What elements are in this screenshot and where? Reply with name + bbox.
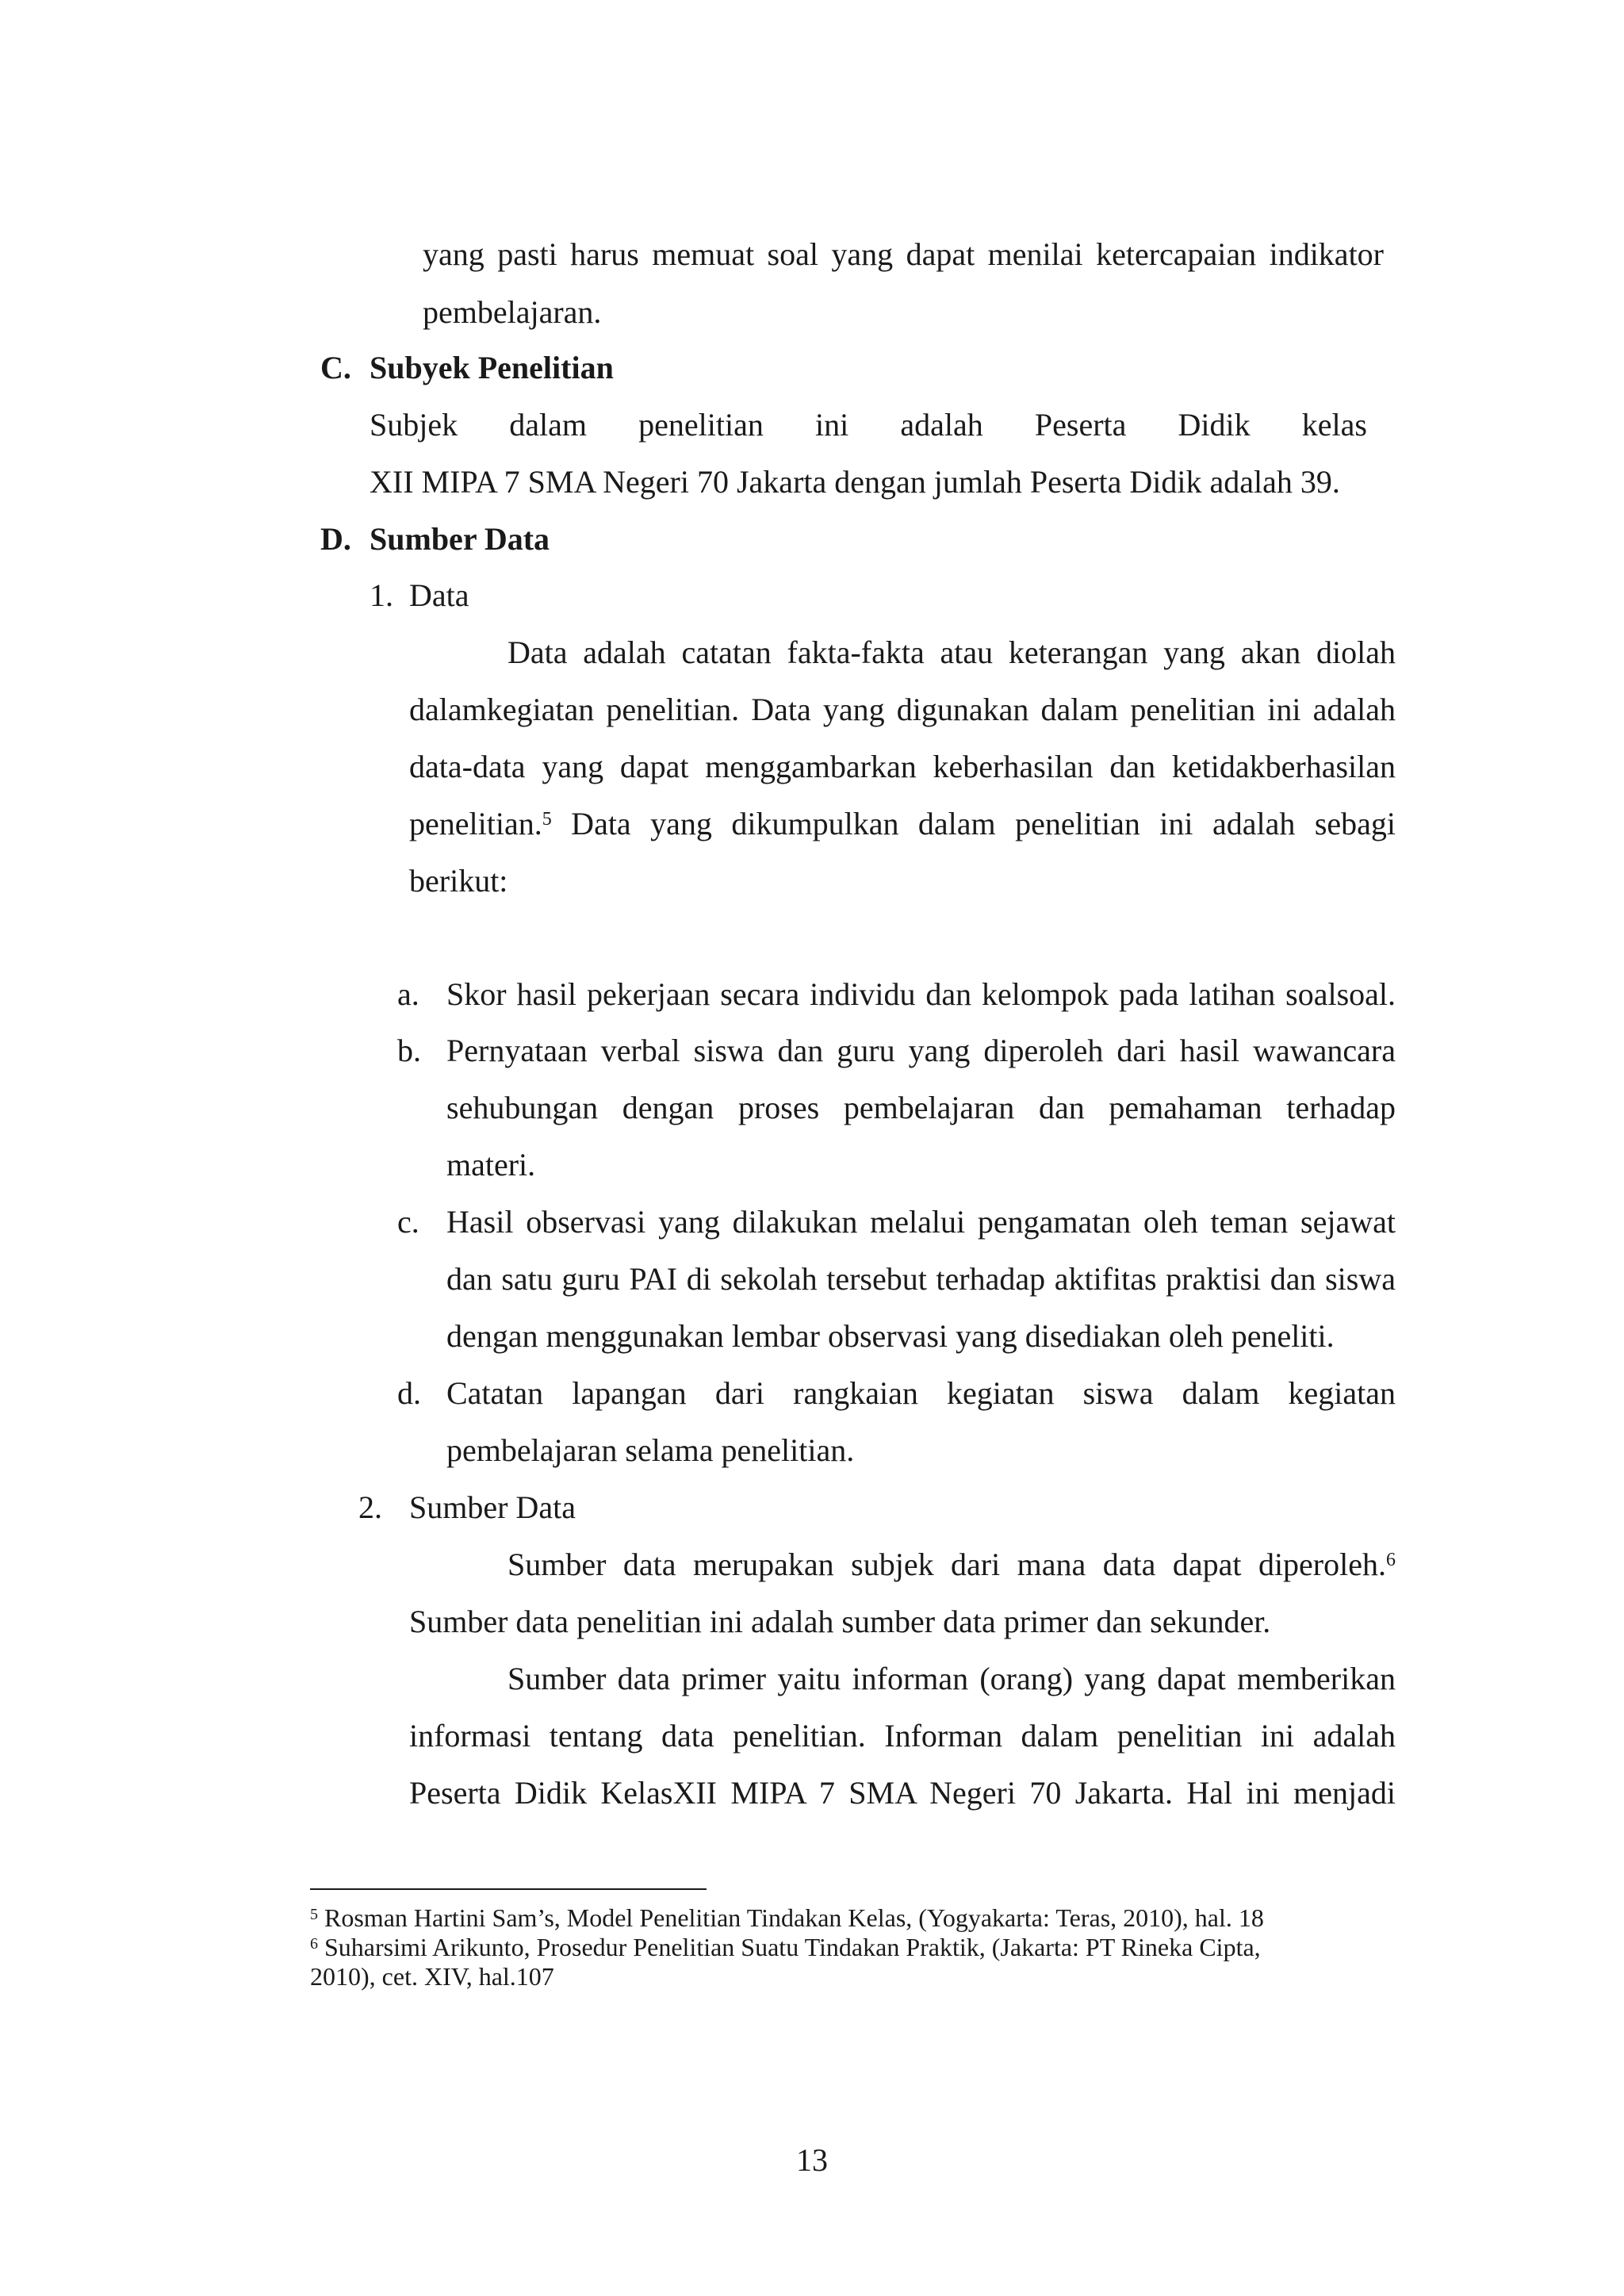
sub1-paragraph-line-2: dalamkegiatan penelitian. Data yang digunakan dalam penelitian ini adalah [409, 692, 1396, 727]
item-d-marker: d. [397, 1375, 421, 1411]
item-c-line-2: dan satu guru PAI di sekolah tersebut terhadap aktifitas praktisi dan siswa [446, 1261, 1396, 1297]
item-c-marker: c. [397, 1204, 419, 1240]
sub2-paragraph-1-line-1 [508, 1546, 1396, 1584]
footnote-separator [310, 1888, 707, 1890]
footnote-6-text: Suharsimi Arikunto, Prosedur Penelitian Suatu Tindakan Praktik, (Jakarta: PT Rineka Cipta, [318, 1933, 1261, 1961]
sub1-paragraph-line-1: Data adalah catatan fakta-fakta atau keterangan yang akan diolah [508, 634, 1396, 670]
section-d-heading: Sumber Data [370, 521, 550, 557]
sub1-paragraph-line-3: data-data yang dapat menggambarkan keberhasilan dan ketidakberhasilan [409, 749, 1396, 784]
sub2-paragraph-1-line-2: Sumber data penelitian ini adalah sumber data primer dan sekunder. [409, 1604, 1271, 1639]
intro-line-2: pembelajaran. [423, 294, 602, 330]
page-number: 13 [796, 2142, 828, 2178]
item-d-line-2: pembelajaran selama penelitian. [446, 1432, 855, 1468]
sub1-marker: 1. [370, 577, 393, 613]
sub1-paragraph-line-4 [409, 805, 1396, 843]
item-a-line-1: Skor hasil pekerjaan secara individu dan kelompok pada latihan soalsoal. [446, 976, 1396, 1012]
footnote-ref-6: 6 [1386, 1550, 1396, 1570]
sub2-paragraph-1-line-1-text: Sumber data merupakan subjek dari mana data dapat diperoleh. [508, 1547, 1386, 1582]
item-d-line-1: Catatan lapangan dari rangkaian kegiatan siswa dalam kegiatan [446, 1375, 1396, 1411]
footnote-ref-5: 5 [542, 809, 552, 830]
sub2-paragraph-2-line-2: informasi tentang data penelitian. Informan dalam penelitian ini adalah [409, 1718, 1396, 1754]
item-b-line-1: Pernyataan verbal siswa dan guru yang diperoleh dari hasil wawancara [446, 1033, 1396, 1068]
footnote-6-marker: 6 [310, 1935, 318, 1953]
item-b-line-2: sehubungan dengan proses pembelajaran dan pemahaman terhadap [446, 1090, 1396, 1125]
footnote-6-continuation: 2010), cet. XIV, hal.107 [310, 1962, 554, 1991]
footnote-5 [310, 1903, 1264, 1932]
intro-line-1: yang pasti harus memuat soal yang dapat menilai ketercapaian indikator [423, 236, 1384, 272]
sub2-title: Sumber Data [409, 1489, 576, 1525]
footnote-5-text: Rosman Hartini Sam’s, Model Penelitian Tindakan Kelas, (Yogyakarta: Teras, 2010), hal. 18 [318, 1903, 1264, 1932]
section-d-marker: D. [320, 521, 351, 557]
item-c-line-1: Hasil observasi yang dilakukan melalui pengamatan oleh teman sejawat [446, 1204, 1396, 1240]
item-b-marker: b. [397, 1033, 421, 1068]
section-c-line-2: XII MIPA 7 SMA Negeri 70 Jakarta dengan jumlah Peserta Didik adalah 39. [370, 464, 1340, 500]
sub1-title: Data [409, 577, 469, 613]
sub2-marker: 2. [358, 1489, 382, 1525]
sub1-paragraph-line-4-text-b: Data yang dikumpulkan dalam penelitian ini adalah sebagi [551, 806, 1396, 841]
section-c-line-1: Subjek dalam penelitian ini adalah Peserta Didik kelas [370, 407, 1367, 443]
sub1-paragraph-line-4-text-a: penelitian. [409, 806, 542, 841]
item-c-line-3: dengan menggunakan lembar observasi yang disediakan oleh peneliti. [446, 1318, 1335, 1354]
sub2-paragraph-2-line-1: Sumber data primer yaitu informan (orang) yang dapat memberikan [508, 1661, 1396, 1696]
section-c-marker: C. [320, 350, 351, 385]
sub2-paragraph-2-line-3: Peserta Didik KelasXII MIPA 7 SMA Negeri 70 Jakarta. Hal ini menjadi [409, 1775, 1396, 1811]
footnote-5-marker: 5 [310, 1906, 318, 1923]
section-c-heading: Subyek Penelitian [370, 350, 614, 385]
footnote-6 [310, 1933, 1261, 1961]
sub1-paragraph-line-5: berikut: [409, 863, 508, 899]
item-b-line-3: materi. [446, 1147, 536, 1182]
item-a-marker: a. [397, 976, 419, 1012]
